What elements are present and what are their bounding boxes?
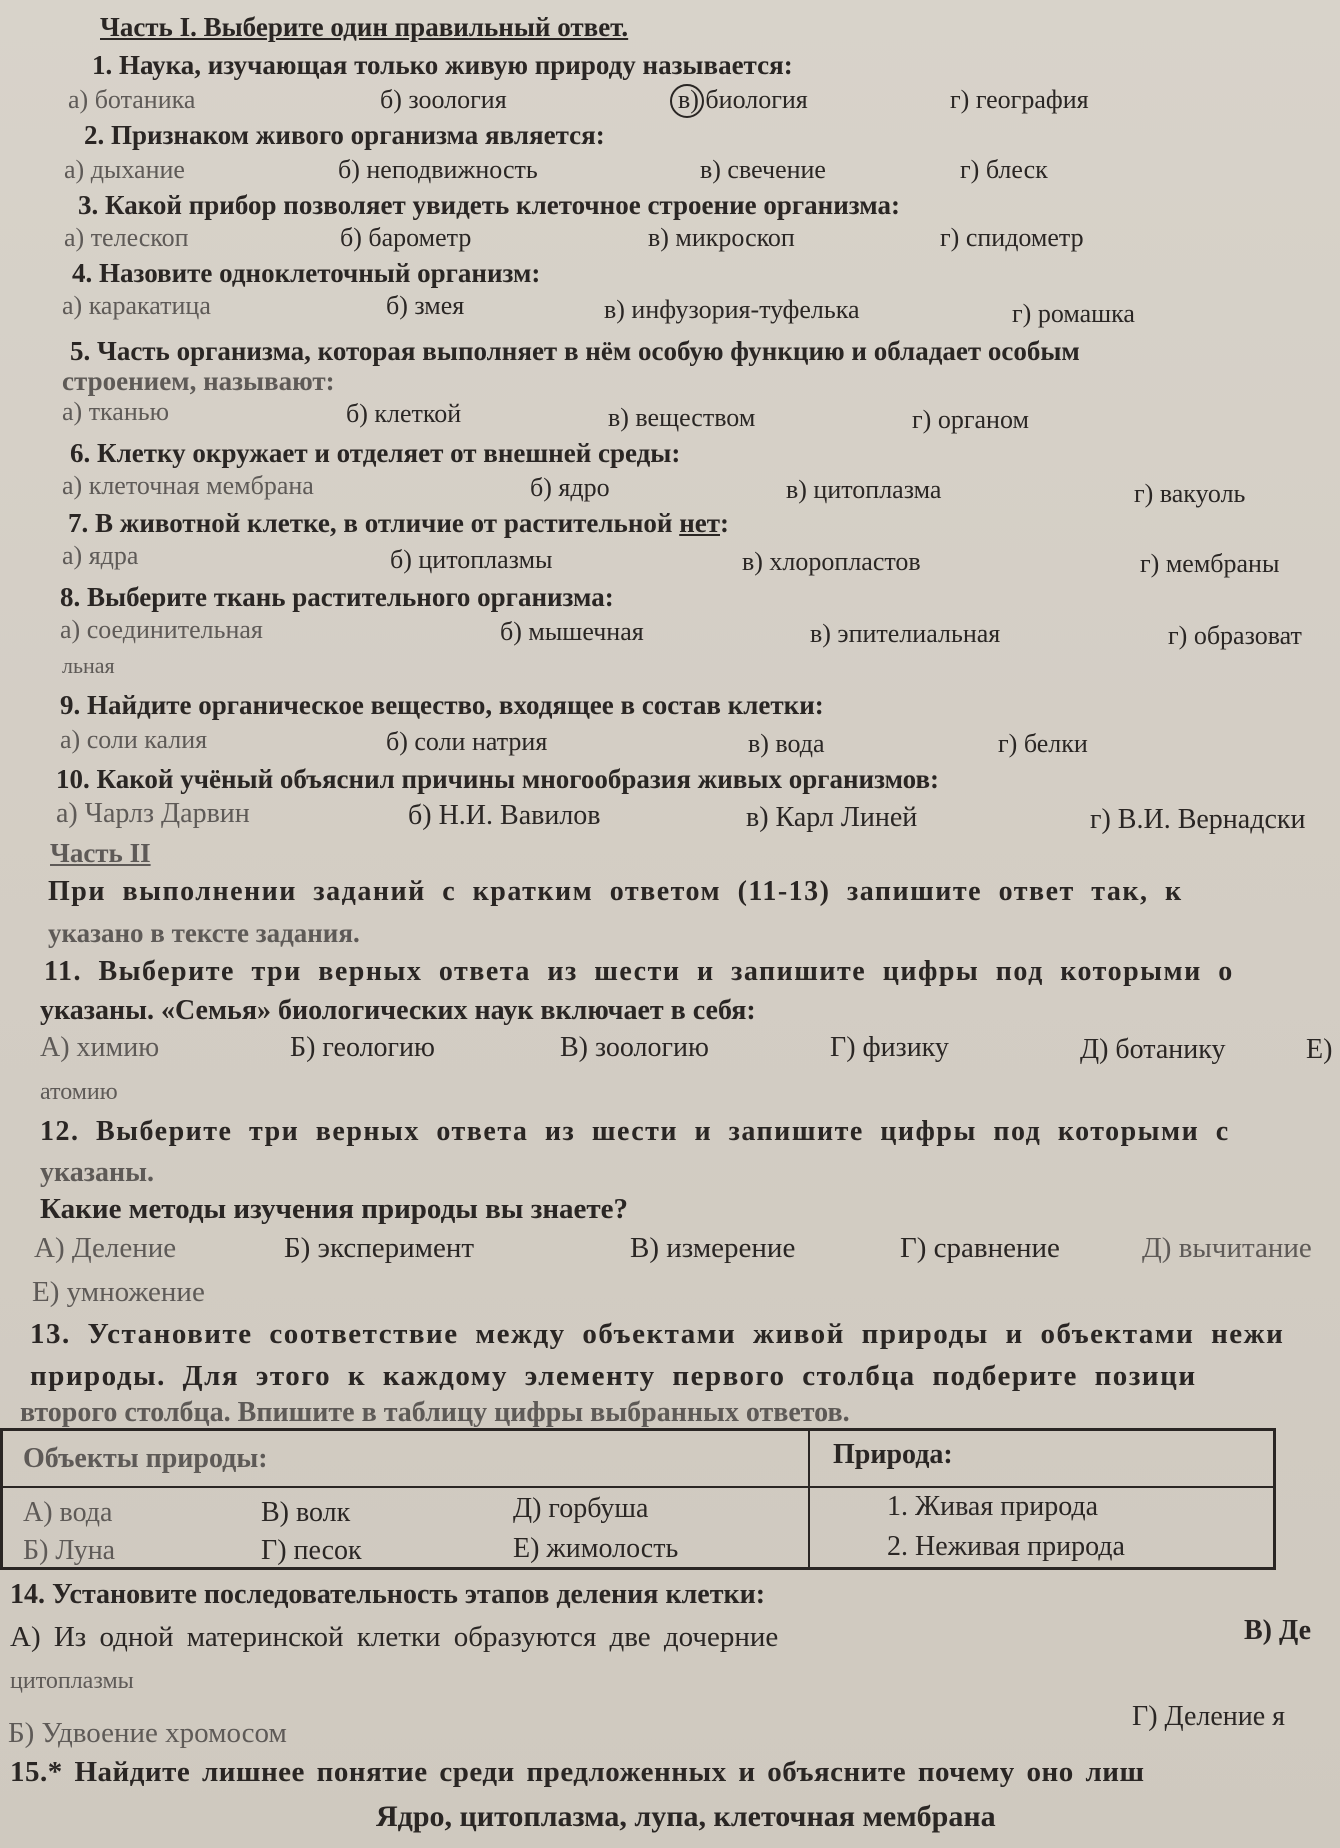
table-cell: В) волк <box>261 1497 351 1528</box>
q7-option-v: в) хлоропластов <box>742 547 921 576</box>
q12-option-g: Г) сравнение <box>900 1232 1060 1264</box>
question-4: 4. Назовите одноклеточный организм: <box>72 258 541 288</box>
q2-option-a: а) дыхание <box>64 155 185 184</box>
q8-option-b: б) мышечная <box>500 617 644 646</box>
q4-option-a: а) каракатица <box>62 291 211 320</box>
q5-option-a: а) тканью <box>62 397 170 426</box>
q1-option-g: г) география <box>950 85 1089 114</box>
q14-option-a: А) Из одной материнской клетки образуются две дочерние <box>10 1621 779 1653</box>
question-12: 12. Выберите три верных ответа из шести и запишите цифры под которыми с <box>40 1116 1230 1147</box>
table-cell: А) вода <box>23 1497 113 1528</box>
q11-option-g: Г) физику <box>830 1032 949 1063</box>
table-cell: 1. Живая природа <box>887 1491 1099 1522</box>
question-9: 9. Найдите органическое вещество, входящее в состав клетки: <box>60 690 824 720</box>
question-2: 2. Признаком живого организма является: <box>84 120 605 150</box>
table-cell: Г) песок <box>261 1535 362 1566</box>
q11-option-e: Е) <box>1306 1034 1333 1065</box>
q3-option-b: б) барометр <box>340 223 472 252</box>
question-7: 7. В животной клетке, в отличие от растительной нет: <box>68 508 729 538</box>
question-14: 14. Установите последовательность этапов деления клетки: <box>10 1579 766 1610</box>
q12-option-a: А) Деление <box>34 1232 177 1264</box>
q11-option-v: В) зоологию <box>560 1032 709 1063</box>
q7-option-a: а) ядра <box>62 541 139 570</box>
q2-option-g: г) блеск <box>960 155 1048 184</box>
matching-table <box>0 1428 1276 1570</box>
q9-option-g: г) белки <box>998 729 1088 758</box>
q3-option-g: г) спидометр <box>940 223 1084 252</box>
q2-option-b: б) неподвижность <box>338 155 538 184</box>
q1-option-b: б) зоология <box>380 85 507 114</box>
table-cell: Е) жимолость <box>513 1533 679 1564</box>
q8-option-wrap: льная <box>62 653 115 678</box>
q3-option-v: в) микроскоп <box>648 223 795 252</box>
q10-option-b: б) Н.И. Вавилов <box>408 800 601 831</box>
table-header-nature: Природа: <box>833 1439 953 1470</box>
q6-option-g: г) вакуоль <box>1134 479 1246 508</box>
question-10: 10. Какой учёный объяснил причины многообразия живых организмов: <box>56 764 940 794</box>
q11-option-b: Б) геологию <box>290 1032 435 1063</box>
part2-intro-cont: указано в тексте задания. <box>48 918 360 948</box>
q7-option-g: г) мембраны <box>1140 549 1280 578</box>
q6-option-b: б) ядро <box>530 473 610 502</box>
q12-option-b: Б) эксперимент <box>284 1232 475 1264</box>
table-cell: Б) Луна <box>23 1535 116 1566</box>
part2-intro: При выполнении заданий с кратким ответом (11-13) запишите ответ так, к <box>48 876 1183 907</box>
q3-option-a: а) телескоп <box>64 223 189 252</box>
question-3: 3. Какой прибор позволяет увидеть клеточное строение организма: <box>78 190 900 220</box>
q4-option-g: г) ромашка <box>1012 299 1135 328</box>
q4-option-v: в) инфузория-туфелька <box>604 295 860 324</box>
question-5: 5. Часть организма, которая выполняет в нём особую функцию и обладает особым <box>70 336 1080 366</box>
part1-heading: Часть I. Выберите один правильный ответ. <box>100 12 629 42</box>
question-5-cont: строением, называют: <box>62 366 335 396</box>
q14-option-g: Г) Деление я <box>1132 1701 1286 1732</box>
q14-option-v: В) Де <box>1244 1615 1312 1646</box>
q11-option-a: А) химию <box>40 1032 160 1063</box>
q5-option-b: б) клеткой <box>346 399 462 428</box>
q12-option-e: Е) умножение <box>32 1276 205 1308</box>
q8-option-v: в) эпителиальная <box>810 619 1001 648</box>
q10-option-v: в) Карл Линей <box>746 802 918 833</box>
q11-option-d: Д) ботанику <box>1080 1034 1226 1065</box>
q4-option-b: б) змея <box>386 291 465 320</box>
q14-option-b: Б) Удвоение хромосом <box>8 1717 287 1749</box>
question-13: 13. Установите соответствие между объектами живой природы и объектами нежи <box>30 1318 1285 1350</box>
q5-option-g: г) органом <box>912 405 1029 434</box>
q12-option-d: Д) вычитание <box>1142 1232 1312 1264</box>
question-7-emphasis: нет <box>679 508 720 538</box>
q9-option-a: а) соли калия <box>60 725 208 754</box>
q5-option-v: в) веществом <box>608 403 756 432</box>
q10-option-g: г) В.И. Вернадски <box>1090 804 1306 835</box>
question-11: 11. Выберите три верных ответа из шести и запишите цифры под которыми о <box>44 956 1234 987</box>
q6-option-v: в) цитоплазма <box>786 475 942 504</box>
q2-option-v: в) свечение <box>700 155 826 184</box>
q11-option-wrap: атомию <box>40 1079 118 1105</box>
table-header-objects: Объекты природы: <box>23 1443 268 1474</box>
q8-option-a: а) соединительная <box>60 615 263 644</box>
q8-option-g: г) образоват <box>1168 621 1302 650</box>
question-13-cont2: второго столбца. Впишите в таблицу цифры выбранных ответов. <box>20 1397 850 1428</box>
question-11-cont: указаны. «Семья» биологических наук включает в себя: <box>40 995 756 1026</box>
question-15-terms: Ядро, цитоплазма, лупа, клеточная мембрана <box>376 1800 996 1833</box>
q10-option-a: а) Чарлз Дарвин <box>56 798 250 829</box>
table-cell: 2. Неживая природа <box>887 1531 1125 1562</box>
q1-option-v: в) биология <box>678 85 808 114</box>
table-cell: Д) горбуша <box>513 1493 649 1524</box>
q1-option-a: а) ботаника <box>68 85 196 114</box>
q9-option-v: в) вода <box>748 729 825 758</box>
part2-heading: Часть II <box>50 838 151 868</box>
question-15: 15.* Найдите лишнее понятие среди предложенных и объясните почему оно лиш <box>10 1756 1145 1788</box>
question-13-cont: природы. Для этого к каждому элементу первого столбца подберите позици <box>30 1360 1197 1392</box>
question-12-prompt: Какие методы изучения природы вы знаете? <box>40 1193 629 1225</box>
question-8: 8. Выберите ткань растительного организма: <box>60 582 614 612</box>
q14-option-a-cont: цитоплазмы <box>10 1668 134 1694</box>
question-6: 6. Клетку окружает и отделяет от внешней среды: <box>70 438 681 468</box>
q7-option-b: б) цитоплазмы <box>390 545 553 574</box>
q12-option-v: В) измерение <box>630 1232 796 1264</box>
q9-option-b: б) соли натрия <box>386 727 548 756</box>
question-1: 1. Наука, изучающая только живую природу называется: <box>92 50 793 80</box>
question-12-cont: указаны. <box>40 1157 154 1188</box>
q6-option-a: а) клеточная мембрана <box>62 471 314 500</box>
